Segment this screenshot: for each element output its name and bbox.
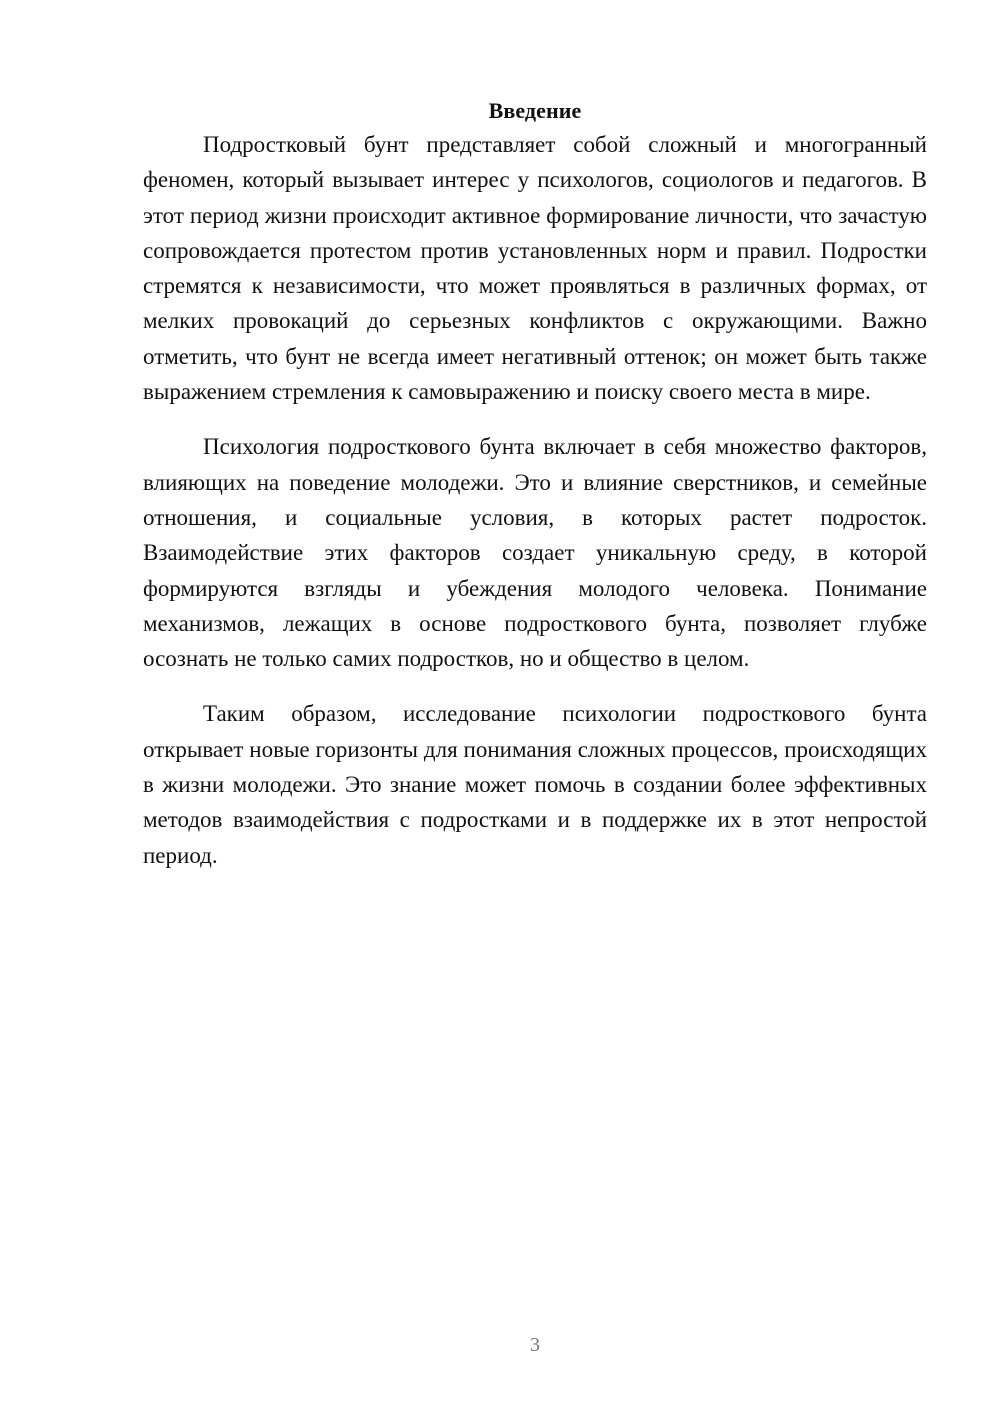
page-content xyxy=(143,94,927,873)
paragraph-2: Психология подросткового бунта включает в себя множество факторов, влияющих на поведение молодежи. Это и влияние сверстников, и семейные отношения, и социальные условия, в которых растет подросток. Взаимодействие этих факторов создает уникальную среду, в которой формируются взгляды и убеждения молодого человека. Понимание механизмов, лежащих в основе подросткового бунта, позволяет глубже осознать не только самих подростков, но и общество в целом. xyxy=(143,434,927,672)
paragraph-3: Таким образом, исследование психологии подросткового бунта открывает новые горизонты для понимания сложных процессов, происходящих в жизни молодежи. Это знание может помочь в создании более эффективных методов взаимодействия с подростками и в поддержке их в этот непростой период. xyxy=(143,701,927,868)
paragraph-1: Подростковый бунт представляет собой сложный и многогранный феномен, который вызывает интерес у психологов, социологов и педагогов. В этот период жизни происходит активное формирование личности, что зачастую сопровождается протестом против установленных норм и правил. Подростки стремятся к независимости, что может проявляться в различных формах, от мелких провокаций до серьезных конфликтов с окружающими. Важно отметить, что бунт не всегда имеет негативный оттенок; он может быть также выражением стремления к самовыражению и поиску своего места в мире. xyxy=(143,132,927,405)
section-heading: Введение xyxy=(488,98,582,123)
page-number: 3 xyxy=(530,1334,540,1356)
